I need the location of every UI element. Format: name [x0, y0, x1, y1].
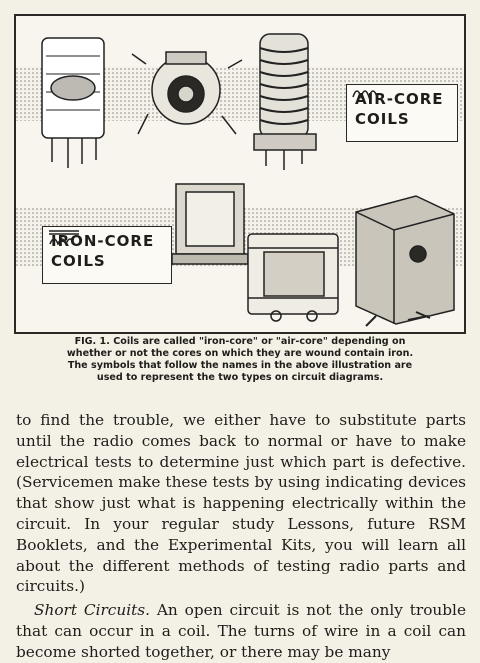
air-coil — [254, 34, 316, 170]
caption-line: used to represent the two types on circuit diagrams. — [96, 372, 384, 383]
section-heading: Short Circuits. — [34, 601, 150, 620]
large-transformer — [248, 234, 338, 321]
air-core-label — [346, 84, 458, 142]
caption-line: whether or not the cores on which they are wound contain iron. — [66, 348, 414, 359]
air-core-label-line2: COILS — [355, 110, 410, 128]
air-core-symbol-icon — [351, 85, 381, 99]
iron-core-symbol-icon — [47, 227, 81, 245]
iron-core-label-line2: COILS — [51, 252, 106, 270]
iron-core-label — [42, 226, 172, 284]
air-core-label-line1: AIR-CORE — [355, 90, 444, 108]
figure-caption — [14, 332, 466, 390]
can-transformer — [356, 196, 454, 326]
paragraph: to find the trouble, we either have to substitute parts until the radio comes back to normal or have to make electrical tests to determine just which part is defective. (Servicemen make these tests by using indicating devices that show just what is happening electrically within the circuit. In your regular study Lessons, future RSM Booklets, and the Experimental Kits, you will learn all about the different methods of testing radio parts and circuits.) — [16, 411, 466, 596]
small-transformer — [172, 184, 248, 264]
coil-illustration — [16, 16, 466, 334]
paragraph-text: An open circuit is not the only trouble that can occur in a coil. The turns of wire in a coil can become shorted together, or there may be many — [16, 601, 466, 661]
figure-illustration — [14, 14, 466, 334]
body-text — [16, 410, 466, 663]
cage-coil — [42, 38, 104, 168]
caption-line: FIG. 1. Coils are called "iron-core" or "air-core" depending on — [74, 336, 406, 347]
iron-core-label-line1: IRON-CORE — [51, 232, 155, 250]
caption-line: The symbols that follow the names in the above illustration are — [67, 360, 413, 371]
paragraph — [16, 600, 466, 662]
